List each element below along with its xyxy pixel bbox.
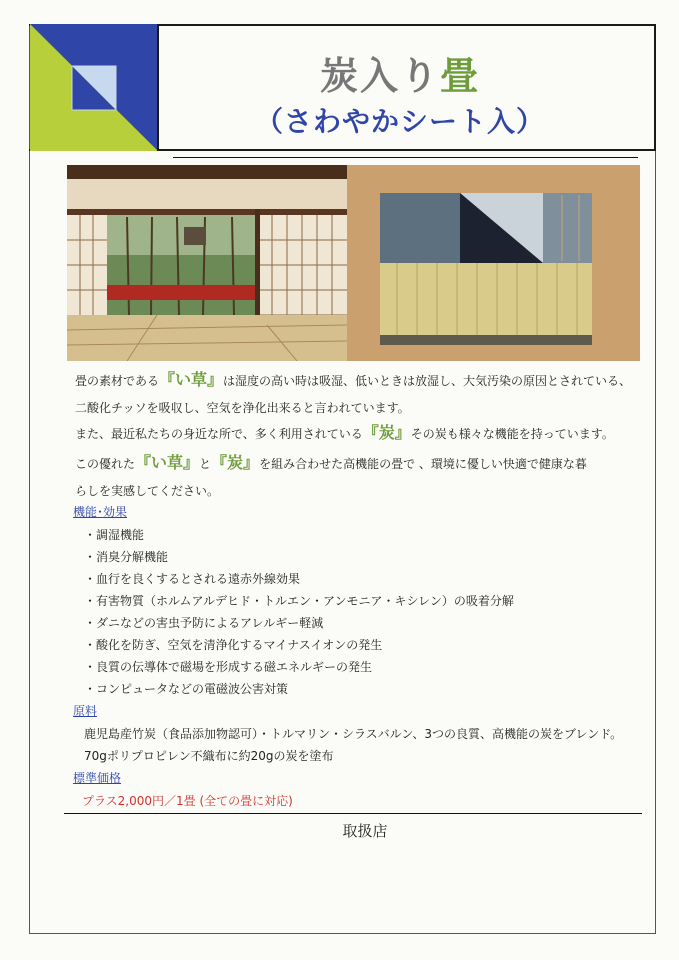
title-tatami: 畳 xyxy=(440,54,481,98)
materials-line-2: 70gポリプロピレン不織布に約20gの炭を塗布 xyxy=(84,749,334,763)
intro-line-2: 二酸化チッソを吸収し、空気を浄化出来ると言われています。 xyxy=(75,401,410,415)
feature-item: ・血行を良くするとされる遠赤外線効果 xyxy=(84,572,301,586)
text-span: は湿度の高い時は吸湿、低いときは放湿し、大気汚染の原因とされている、 xyxy=(223,374,632,388)
page-subtitle: （さわやかシート入） xyxy=(254,105,545,138)
logo-divider xyxy=(157,24,159,151)
text-span: その炭も様々な機能を持っています。 xyxy=(410,427,614,441)
text-span: 畳の素材である xyxy=(75,374,160,388)
text-span: この優れた xyxy=(75,457,136,471)
tatami-sample-photo xyxy=(347,165,640,361)
divider-line xyxy=(173,157,638,158)
feature-item: ・有害物質（ホルムアルデヒド・トルエン・アンモニア・キシレン）の吸着分解 xyxy=(84,594,514,608)
feature-item: ・酸化を防ぎ、空気を清浄化するマイナスイオンの発生 xyxy=(84,638,383,652)
keyword-igusa-2: 『い草』 xyxy=(135,453,200,472)
page-title xyxy=(200,45,600,100)
text-span: と xyxy=(199,457,212,471)
materials-line-1: 鹿児島産竹炭（食品添加物認可）・トルマリン・シラスバルン、3つの良質、高機能の炭をブレンド。 xyxy=(84,727,623,741)
intro-line-4 xyxy=(75,455,587,472)
price-value: プラス2,000円／1畳 (全ての畳に対応) xyxy=(82,794,293,808)
text-span: また、最近私たちの身近な所で、多く利用されている xyxy=(75,427,363,441)
logo-emblem xyxy=(30,24,158,151)
price-heading: 標準価格 xyxy=(73,771,122,785)
materials-heading: 原料 xyxy=(73,704,98,718)
feature-item: ・消臭分解機能 xyxy=(84,550,169,564)
shop-label: 取扱店 xyxy=(342,822,388,840)
feature-item: ・コンピュータなどの電磁波公害対策 xyxy=(84,682,289,696)
feature-item: ・ダニなどの害虫予防によるアレルギー軽減 xyxy=(84,616,324,630)
feature-item: ・調湿機能 xyxy=(84,528,145,542)
text-span: を組み合わせた高機能の畳で 、環境に優しい快適で健康な暮 xyxy=(259,457,587,471)
features-heading: 機能･効果 xyxy=(73,505,128,519)
title-main: 炭入り xyxy=(319,54,440,98)
room-photo xyxy=(67,165,347,361)
keyword-sumi-2: 『炭』 xyxy=(211,453,260,472)
keyword-sumi: 『炭』 xyxy=(362,423,411,442)
bottom-divider xyxy=(64,813,642,814)
intro-line-5: らしを実感してください。 xyxy=(75,484,220,498)
keyword-igusa: 『い草』 xyxy=(159,370,224,389)
intro-line-3 xyxy=(75,425,614,442)
feature-item: ・良質の伝導体で磁場を形成する磁エネルギーの発生 xyxy=(84,660,373,674)
intro-line-1 xyxy=(75,372,631,389)
